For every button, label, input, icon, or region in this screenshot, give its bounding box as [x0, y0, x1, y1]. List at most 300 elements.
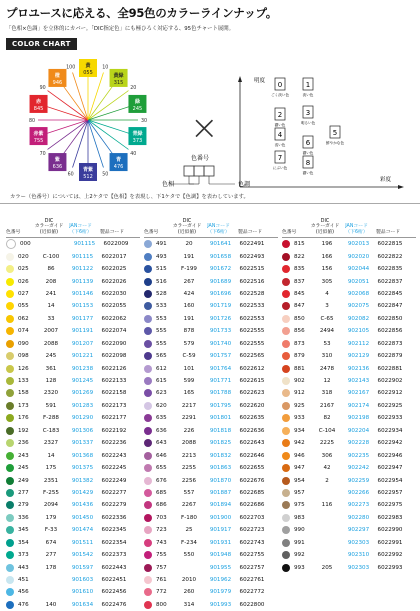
hue-box: [30, 127, 48, 145]
dic-cell: 191: [183, 253, 195, 260]
wheel-tick-label: 80: [28, 119, 36, 124]
product-code-cell: 6022757: [239, 564, 265, 571]
dic-cell: 599: [183, 378, 195, 385]
tone-number: 5: [332, 129, 338, 137]
product-code-cell: 6022062: [101, 315, 127, 322]
product-code-cell: 6022074: [101, 328, 127, 335]
dic-cell: 557: [183, 489, 195, 496]
jan-code-cell: 901115: [71, 253, 94, 260]
table-row: [6, 499, 140, 511]
tone-number: 4: [277, 131, 283, 139]
jan-code-cell: 901191: [71, 328, 94, 335]
jan-code-cell: 902204: [347, 427, 370, 434]
jan-code-cell: 902174: [347, 402, 370, 409]
dic-cell: 878: [183, 328, 195, 335]
color-number-cell: 528: [156, 290, 167, 297]
table-row: [6, 449, 140, 461]
tone-number: 6: [305, 139, 311, 147]
table-header: [144, 211, 278, 238]
dic-cell: 165: [183, 390, 195, 397]
table-row: [282, 412, 416, 424]
table-row: [282, 449, 416, 461]
product-code-cell: 6022491: [239, 241, 265, 248]
color-number-cell: 686: [156, 502, 167, 509]
table-row: [144, 474, 278, 486]
tone-label: 浅い色: [274, 143, 286, 147]
jan-code-cell: 901818: [209, 427, 232, 434]
table-row: [144, 425, 278, 437]
header-jan-line2: （下6桁）: [345, 229, 368, 235]
color-swatch: [282, 526, 290, 534]
dic-cell: C-65: [320, 315, 334, 322]
color-number-cell: 098: [18, 353, 29, 360]
table-rows: [6, 238, 140, 611]
code-label-top: 色番号: [190, 155, 210, 162]
table-row: [6, 325, 140, 337]
color-number-cell: 612: [156, 365, 167, 372]
table-row: [144, 437, 278, 449]
product-code-cell: 6022345: [101, 527, 127, 534]
header-dic: [310, 219, 340, 235]
product-code-cell: 6022991: [377, 539, 403, 546]
wheel-spoke: [88, 120, 136, 135]
hue-box: [48, 69, 66, 87]
dic-cell: C-183: [42, 427, 60, 434]
jan-code-cell: 901146: [71, 290, 94, 297]
color-swatch: [144, 588, 152, 596]
product-code-cell: 6022443: [101, 564, 127, 571]
color-swatch: [6, 452, 14, 460]
jan-code-cell: 901450: [71, 514, 94, 521]
color-swatch: [144, 452, 152, 460]
dic-cell: 674: [45, 539, 57, 546]
color-swatch: [6, 389, 14, 397]
color-swatch: [144, 389, 152, 397]
jan-code-cell: 901993: [209, 601, 232, 608]
table-row: [282, 288, 416, 300]
dic-cell: 2320: [43, 390, 59, 397]
table-column-1: [6, 211, 140, 611]
color-swatch: [144, 240, 152, 248]
svg-text:青: 青: [116, 157, 122, 164]
color-number-cell: 620: [156, 402, 167, 409]
jan-code-cell: 901863: [209, 465, 232, 472]
svg-text:755: 755: [33, 138, 44, 145]
x-axis-label: 彩度: [380, 177, 392, 183]
color-number-cell: 000: [20, 241, 31, 248]
jan-code-cell: 901269: [71, 390, 94, 397]
header-jan-line1: JANコード: [207, 224, 230, 230]
wheel-tick-label: 90: [39, 86, 46, 92]
color-number-cell: 881: [294, 365, 305, 372]
wheel-spoke: [73, 120, 88, 168]
color-swatch: [6, 427, 14, 435]
dic-cell: 579: [183, 340, 195, 347]
jan-code-cell: 901368: [71, 452, 94, 459]
jan-code-cell: 902259: [347, 477, 370, 484]
color-number-cell: 942: [294, 440, 305, 447]
color-number-cell: 954: [294, 477, 305, 484]
jan-code-cell: 901382: [71, 477, 94, 484]
dic-cell: 260: [183, 589, 195, 596]
code-label-left: 色相: [162, 181, 175, 188]
jan-code-cell: 901962: [209, 577, 232, 584]
color-number-cell: 192: [18, 427, 29, 434]
table-row: [6, 561, 140, 573]
header-dic-line3: (近似値): [177, 229, 197, 235]
product-code-cell: 6022553: [239, 315, 265, 322]
product-code-cell: 6022636: [239, 427, 265, 434]
wheel-spoke: [73, 72, 88, 120]
color-number-cell: 991: [294, 539, 305, 546]
product-code-cell: 6022623: [239, 390, 265, 397]
color-number-cell: 957: [294, 489, 305, 496]
color-number-cell: 743: [156, 539, 167, 546]
svg-text:紫: 紫: [54, 157, 60, 164]
color-swatch: [282, 302, 290, 310]
color-number-cell: 158: [18, 390, 29, 397]
product-code-cell: 6022881: [377, 365, 403, 372]
product-code-cell: 6022837: [377, 278, 403, 285]
color-number-cell: 020: [18, 253, 29, 260]
wheel-spoke: [40, 105, 88, 120]
table-row: [282, 238, 416, 250]
product-code-cell: 6022902: [377, 378, 403, 385]
table-row: [282, 549, 416, 561]
color-swatch: [282, 402, 290, 410]
jan-code-cell: 901610: [71, 589, 94, 596]
table-row: [144, 362, 278, 374]
table-row: [6, 537, 140, 549]
table-row: [144, 288, 278, 300]
color-swatch: [144, 414, 152, 422]
color-number-cell: 090: [18, 340, 29, 347]
color-swatch: [282, 514, 290, 522]
dic-cell: 4: [325, 290, 329, 297]
dic-cell: 179: [45, 514, 57, 521]
product-code-cell: 6022017: [101, 253, 127, 260]
header-product-code: 製品コード: [376, 229, 400, 235]
table-row: [6, 288, 140, 300]
jan-code-cell: 902112: [347, 340, 370, 347]
color-number-cell: 243: [18, 452, 29, 459]
jan-code-cell: 902297: [347, 527, 370, 534]
table-rows: [144, 238, 278, 611]
jan-code-cell: 901306: [71, 427, 94, 434]
color-number-cell: 845: [294, 290, 305, 297]
wheel-spoke: [88, 120, 103, 168]
color-number-cell: 026: [18, 278, 29, 285]
color-number-cell: 553: [156, 315, 167, 322]
product-code-cell: 6022755: [239, 552, 265, 559]
table-rows: [282, 238, 416, 574]
product-code-cell: 6022646: [239, 452, 265, 459]
color-swatch: [6, 352, 14, 360]
dic-cell: 2256: [181, 477, 197, 484]
product-code-cell: 6022555: [239, 340, 265, 347]
product-code-cell: 6022245: [101, 465, 127, 472]
table-row: [144, 449, 278, 461]
table-row: [6, 238, 140, 250]
dic-cell: 2: [325, 477, 329, 484]
color-number-cell: 822: [294, 253, 305, 260]
dic-cell: 2010: [181, 577, 197, 584]
jan-code-cell: 902303: [347, 564, 370, 571]
table-header: [282, 211, 416, 238]
dic-cell: 140: [45, 601, 57, 608]
table-row: [6, 350, 140, 362]
color-number-cell: 476: [18, 601, 29, 608]
table-row: [282, 325, 416, 337]
table-row: [282, 524, 416, 536]
color-number-cell: 879: [294, 353, 305, 360]
header-dic-line2: カラーガイド: [34, 224, 64, 230]
dic-cell: 175: [45, 465, 57, 472]
color-swatch: [6, 377, 14, 385]
color-number-cell: 173: [18, 402, 29, 409]
color-swatch: [144, 377, 152, 385]
header-jan: [64, 224, 97, 235]
product-code-cell: 6022835: [377, 266, 403, 273]
dic-cell: F-33: [44, 527, 58, 534]
color-swatch: [282, 365, 290, 373]
table-row: [282, 250, 416, 262]
wheel-tick-label: 20: [130, 86, 137, 92]
color-swatch: [282, 278, 290, 286]
color-swatch: [282, 377, 290, 385]
table-row: [282, 437, 416, 449]
color-swatch: [6, 327, 14, 335]
svg-text:245: 245: [132, 105, 143, 112]
dic-cell: 116: [321, 502, 333, 509]
color-swatch: [144, 265, 152, 273]
dic-cell: 241: [45, 290, 57, 297]
product-code-cell: 6022373: [101, 552, 127, 559]
product-code-cell: 6022243: [101, 452, 127, 459]
color-number-cell: 815: [294, 241, 305, 248]
jan-code-cell: 901733: [209, 328, 232, 335]
jan-code-cell: 901153: [71, 303, 94, 310]
table-row: [282, 275, 416, 287]
color-number-cell: 279: [18, 502, 29, 509]
product-code-cell: 6022133: [101, 378, 127, 385]
table-row: [282, 561, 416, 573]
jan-code-cell: 902020: [347, 253, 370, 260]
color-number-cell: 847: [294, 303, 305, 310]
table-column-2: [144, 211, 278, 611]
jan-code-cell: 901641: [209, 241, 232, 248]
jan-code-cell: 902273: [347, 502, 370, 509]
dic-cell: 591: [45, 402, 57, 409]
jan-code-cell: 901634: [71, 601, 94, 608]
color-swatch: [6, 302, 14, 310]
table-row: [282, 487, 416, 499]
table-row: [6, 313, 140, 325]
table-row: [282, 474, 416, 486]
color-number-cell: 236: [18, 440, 29, 447]
color-swatch: [144, 327, 152, 335]
table-row: [282, 537, 416, 549]
jan-code-cell: 902167: [347, 390, 370, 397]
table-row: [282, 400, 416, 412]
jan-code-cell: 902266: [347, 489, 370, 496]
color-chart-tag: COLOR CHART: [6, 38, 77, 50]
color-number-cell: 055: [18, 303, 29, 310]
color-number-cell: 493: [156, 253, 167, 260]
dic-cell: 208: [45, 278, 57, 285]
table-row: [6, 387, 140, 399]
color-number-cell: 755: [156, 552, 167, 559]
color-swatch: [144, 477, 152, 485]
color-number-cell: 533: [156, 303, 167, 310]
table-row: [6, 437, 140, 449]
color-number-cell: 757: [156, 564, 167, 571]
color-code-note: カラー（色番号）については、上2ケタで【色相】を表現し、下1ケタで【色調】を表わしています。: [10, 194, 249, 200]
color-number-cell: 772: [156, 589, 167, 596]
wheel-tick-label: 30: [140, 119, 148, 124]
color-swatch: [282, 539, 290, 547]
table-row: [6, 375, 140, 387]
jan-code-cell: 901337: [71, 440, 94, 447]
dic-cell: F-180: [181, 514, 197, 521]
header-dic-line3: (近似値): [39, 229, 59, 235]
product-code-cell: 6022845: [377, 290, 403, 297]
hue-box: [110, 69, 128, 87]
hue-box: [48, 153, 66, 171]
jan-code-cell: 901115: [73, 241, 96, 248]
header-color-number: 色番号: [144, 229, 159, 235]
header-color-number: 色番号: [282, 229, 297, 235]
product-code-cell: 6022456: [101, 589, 127, 596]
tone-number: 7: [277, 154, 283, 162]
table-row: [6, 462, 140, 474]
jan-code-cell: 902303: [347, 539, 370, 546]
jan-code-cell: 901757: [209, 353, 232, 360]
header-jan-line1: JANコード: [345, 224, 368, 230]
jan-code-cell: 901603: [71, 577, 94, 584]
product-code-cell: 6022336: [101, 514, 127, 521]
dic-cell: F-199: [181, 266, 197, 273]
svg-text:赤: 赤: [36, 98, 42, 105]
color-swatch: [6, 588, 14, 596]
dic-cell: 191: [183, 315, 195, 322]
header-dic-line3: (近似値): [315, 229, 335, 235]
color-number-cell: 946: [294, 452, 305, 459]
color-number-cell: 800: [156, 601, 167, 608]
dic-cell: 2094: [43, 502, 59, 509]
tone-number: 8: [305, 159, 311, 167]
jan-code-cell: 901511: [71, 539, 94, 546]
color-swatch: [282, 253, 290, 261]
tone-number: 0: [277, 81, 283, 89]
color-number-cell: 443: [18, 564, 29, 571]
header-dic-line1: DIC: [182, 218, 192, 224]
color-number-cell: 933: [294, 415, 305, 422]
dic-cell: 226: [183, 427, 195, 434]
table-row: [6, 512, 140, 524]
jan-code-cell: 901696: [209, 290, 232, 297]
tone-number: 3: [305, 109, 311, 117]
color-swatch: [282, 352, 290, 360]
color-swatch: [6, 402, 14, 410]
jan-code-cell: 901825: [209, 440, 232, 447]
color-number-cell: 655: [156, 465, 167, 472]
product-code-cell: 6022873: [377, 340, 403, 347]
color-number-cell: 934: [294, 427, 305, 434]
x-axis-arrow: [398, 185, 404, 189]
jan-code-cell: 901177: [71, 315, 94, 322]
wheel-spoke: [48, 91, 88, 120]
dic-cell: 2255: [181, 465, 197, 472]
color-number-cell: 555: [156, 340, 167, 347]
dic-cell: 305: [321, 278, 333, 285]
color-swatch: [282, 501, 290, 509]
product-code-cell: 6022620: [239, 402, 265, 409]
color-swatch: [6, 514, 14, 522]
svg-text:緑: 緑: [134, 98, 140, 105]
svg-text:青緑: 青緑: [132, 131, 143, 138]
table-row: [6, 338, 140, 350]
product-code-cell: 6022957: [377, 489, 403, 496]
table-row: [6, 599, 140, 611]
color-swatch: [282, 389, 290, 397]
product-code-cell: 6022990: [377, 527, 403, 534]
color-swatch: [6, 464, 14, 472]
dic-cell: 2478: [319, 365, 335, 372]
product-code-cell: 6022686: [239, 502, 265, 509]
dic-cell: 361: [45, 365, 57, 372]
table-row: [282, 387, 416, 399]
color-swatch: [6, 239, 16, 249]
color-swatch: [6, 551, 14, 559]
color-swatch: [282, 265, 290, 273]
color-swatch: [144, 402, 152, 410]
dic-cell: 2217: [181, 402, 197, 409]
jan-code-cell: 901726: [209, 315, 232, 322]
product-code-cell: 6022177: [101, 415, 127, 422]
dic-cell: 101: [183, 365, 195, 372]
jan-code-cell: 901788: [209, 390, 232, 397]
color-number-cell: 133: [18, 378, 29, 385]
color-number-cell: 902: [294, 378, 305, 385]
product-code-cell: 6022516: [239, 278, 265, 285]
dic-cell: C-100: [42, 253, 60, 260]
color-swatch: [144, 340, 152, 348]
header-jan-line2: （下6桁）: [69, 229, 92, 235]
color-number-cell: 345: [18, 527, 29, 534]
color-number-cell: 623: [156, 390, 167, 397]
jan-code-cell: 901375: [71, 465, 94, 472]
product-code-cell: 6022528: [239, 290, 265, 297]
header-dic: [34, 219, 64, 235]
tone-label: 鮮やかな色: [326, 141, 344, 145]
y-axis-label: 明度: [254, 78, 266, 84]
dic-cell: 2167: [319, 402, 335, 409]
hue-box: [79, 59, 97, 77]
jan-code-cell: 902198: [347, 415, 370, 422]
svg-text:055: 055: [83, 70, 93, 76]
product-code-cell: 6022173: [101, 402, 127, 409]
product-code-cell: 6022555: [239, 328, 265, 335]
header-color-number: 色番号: [6, 229, 21, 235]
jan-code-cell: 901771: [209, 378, 232, 385]
page-title: プロユースに応える、全95色のカラーラインナップ。: [6, 6, 277, 20]
tone-number: 1: [305, 81, 311, 89]
color-swatch: [6, 265, 14, 273]
table-row: [6, 474, 140, 486]
svg-text:636: 636: [52, 164, 63, 171]
svg-text:315: 315: [113, 79, 124, 86]
